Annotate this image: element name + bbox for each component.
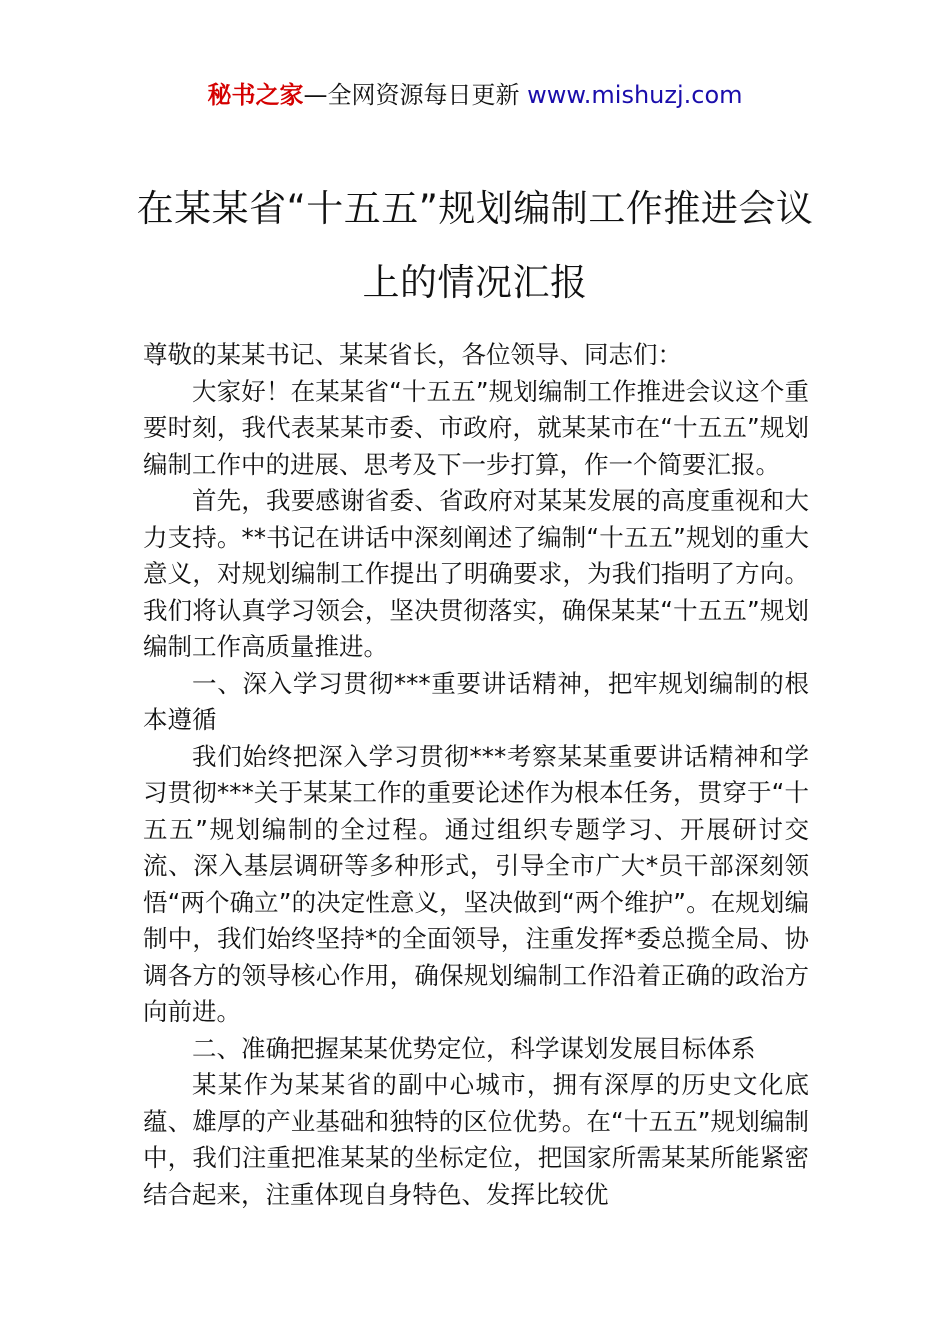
section-heading: 二、准确把握某某优势定位，科学谋划发展目标体系 bbox=[192, 1033, 756, 1063]
site-tagline: —全网资源每日更新 bbox=[303, 81, 528, 109]
document-title: 在某某省“十五五”规划编制工作推进会议上的情况汇报 bbox=[136, 187, 814, 304]
document-body bbox=[143, 337, 809, 1213]
body-paragraph: 大家好！在某某省“十五五”规划编制工作推进会议这个重要时刻，我代表某某市委、市政府，就某某市在“十五五”规划编制工作中的进展、思考及下一步打算，作一个简要汇报。 bbox=[143, 376, 809, 479]
body-paragraph: 首先，我要感谢省委、省政府对某某发展的高度重视和大力支持。**书记在讲话中深刻阐述了编制“十五五”规划的重大意义，对规划编制工作提出了明确要求，为我们指明了方向。我们将认真学习领会，坚决贯彻落实，确保某某“十五五”规划编制工作高质量推进。 bbox=[143, 486, 809, 661]
site-url-link[interactable]: www.mishuzj.com bbox=[527, 81, 743, 109]
salutation-paragraph: 尊敬的某某书记、某某省长，各位领导、同志们： bbox=[143, 340, 682, 369]
body-paragraph: 某某作为某某省的副中心城市，拥有深厚的历史文化底蕴、雄厚的产业基础和独特的区位优势。在“十五五”规划编制中，我们注重把准某某的坐标定位，把国家所需某某所能紧密结合起来，注重体现自身特色、发挥比较优 bbox=[143, 1070, 809, 1209]
section-heading: 一、深入学习贯彻***重要讲话精神，把牢规划编制的根本遵循 bbox=[143, 668, 809, 734]
body-paragraph: 我们始终把深入学习贯彻***考察某某重要讲话精神和学习贯彻***关于某某工作的重要论述作为根本任务，贯穿于“十五五”规划编制的全过程。通过组织专题学习、开展研讨交流、深入基层调研等多种形式，引导全市广大*员干部深刻领悟“两个确立”的决定性意义，坚决做到“两个维护”。在规划编制中，我们始终坚持*的全面领导，注重发挥*委总揽全局、协调各方的领导核心作用，确保规划编制工作沿着正确的政治方向前进。 bbox=[143, 741, 809, 1026]
site-brand: 秘书之家 bbox=[207, 81, 304, 109]
site-header bbox=[0, 78, 950, 112]
